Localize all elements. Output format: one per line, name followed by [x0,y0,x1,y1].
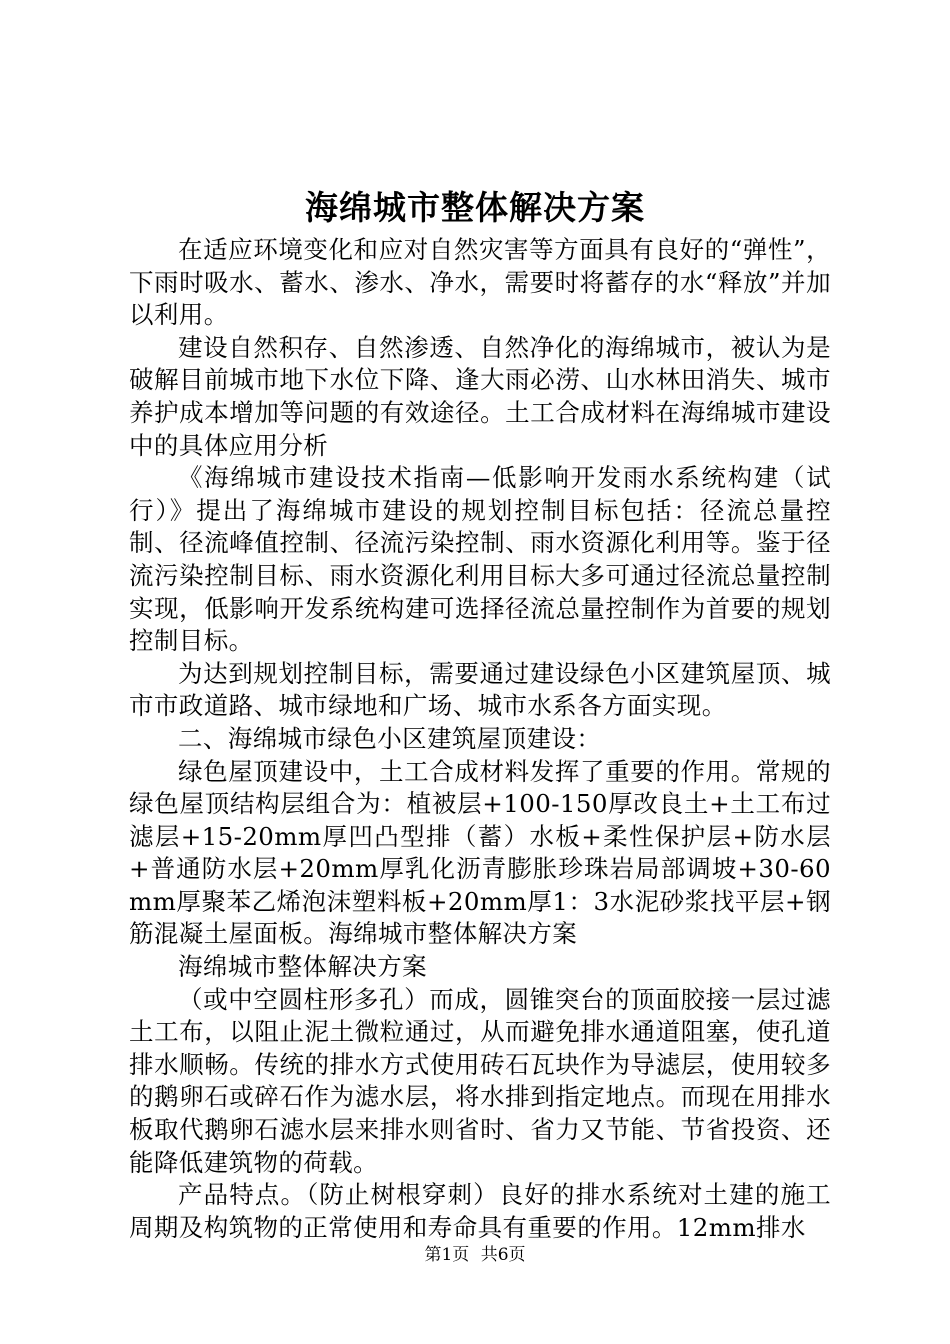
page-total: 共6页 [480,1245,526,1265]
paragraph: （或中空圆柱形多孔）而成，圆锥突台的顶面胶接一层过滤土工布，以阻止泥土微粒通过，从而避免排水通道阻塞，使孔道排水顺畅。传统的排水方式使用砖石瓦块作为导滤层，使用较多的鹅卵石或碎石作为滤水层，将水排到指定地点。而现在用排水板取代鹅卵石滤水层来排水则省时、省力又节能、节省投资、还能降低建筑物的荷载。 [129,984,831,1177]
paragraph: 为达到规划控制目标，需要通过建设绿色小区建筑屋顶、城市市政道路、城市绿地和广场、城市水系各方面实现。 [129,658,831,721]
paragraph: 建设自然积存、自然渗透、自然净化的海绵城市，被认为是破解目前城市地下水位下降、逢大雨必涝、山水林田消失、城市养护成本增加等问题的有效途径。土工合成材料在海绵城市建设中的具体应用分析 [129,332,831,460]
document-body [129,234,831,1244]
paragraph: 在适应环境变化和应对自然灾害等方面具有良好的“弹性”，下雨时吸水、蓄水、渗水、净水，需要时将蓄存的水“释放”并加以利用。 [129,235,831,330]
paragraph: 产品特点。（防止树根穿刺）良好的排水系统对土建的施工周期及构筑物的正常使用和寿命具有重要的作用。12mm排水 [129,1180,831,1242]
page-number: 第1页 [424,1245,470,1265]
paragraph: 《海绵城市建设技术指南—低影响开发雨水系统构建（试行）》提出了海绵城市建设的规划控制目标包括：径流总量控制、径流峰值控制、径流污染控制、雨水资源化利用等。鉴于径流污染控制目标、雨水资源化利用目标大多可通过径流总量控制实现，低影响开发系统构建可选择径流总量控制作为首要的规划控制目标。 [129,463,831,656]
paragraph: 海绵城市整体解决方案 [178,952,427,982]
paragraph: 绿色屋顶建设中，土工合成材料发挥了重要的作用。常规的绿色屋顶结构层组合为：植被层+100-150厚改良土+土工布过滤层+15-20mm厚凹凸型排（蓄）水板+柔性保护层+防水层+普通防水层+20mm厚乳化沥青膨胀珍珠岩局部调坡+30-60mm厚聚苯乙烯泡沫塑料板+20mm厚1：3水泥砂浆找平层+钢筋混凝土屋面板。海绵城市整体解决方案 [129,756,831,949]
section-heading: 二、海绵城市绿色小区建筑屋顶建设： [178,723,602,753]
document-title: 海绵城市整体解决方案 [305,188,645,227]
page-footer [0,1244,950,1266]
